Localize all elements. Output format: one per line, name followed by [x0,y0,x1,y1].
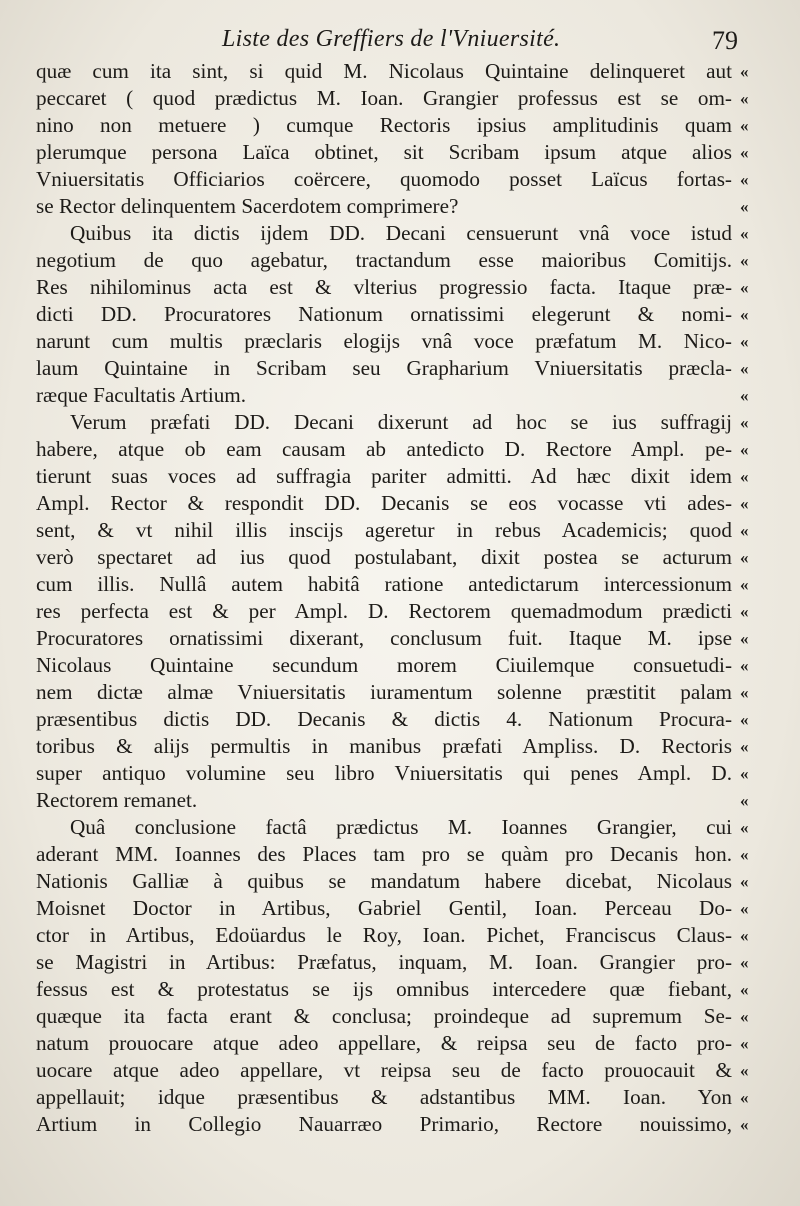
quotation-mark: « [740,251,749,270]
line-text: ræque Facultatis Artium. [36,383,247,407]
quotation-mark: « [740,764,749,783]
text-line [36,679,762,706]
quotation-mark: « [740,818,749,837]
text-line [36,193,762,220]
line-text: nino non metuere ) cumque Rectoris ipsius amplitudinis quam [36,113,732,137]
quotation-mark: « [740,521,749,540]
text-line [36,625,762,652]
quotation-mark: « [740,359,749,378]
line-text: se Rector delinquentem Sacerdotem comprimere? [36,194,459,218]
quotation-mark: « [740,1034,749,1053]
line-text: Procuratores ornatissimi dixerant, conclusum fuit. Itaque M. ipse [36,626,732,650]
text-line [36,490,762,517]
text-line [36,409,762,436]
text-line [36,274,762,301]
line-text: negotium de quo agebatur, tractandum esse maioribus Comitijs. [36,248,732,272]
line-text: præsentibus dictis DD. Decanis & dictis 4. Nationum Procura- [36,707,732,731]
line-text: Res nihilominus acta est & vlterius progressio facta. Itaque præ- [36,275,732,299]
line-text: Quibus ita dictis ijdem DD. Decani censuerunt vnâ voce istud [70,221,732,245]
text-line [36,139,762,166]
quotation-mark: « [740,1088,749,1107]
line-text: dicti DD. Procuratores Nationum ornatissimi elegerunt & nomi- [36,302,732,326]
quotation-mark: « [740,305,749,324]
text-line [36,112,762,139]
text-line [36,166,762,193]
text-line [36,598,762,625]
text-line [36,1057,762,1084]
text-line [36,868,762,895]
text-line [36,922,762,949]
text-line [36,247,762,274]
line-text: res perfecta est & per Ampl. D. Rectorem quemadmodum prædicti [36,599,732,623]
quotation-mark: « [740,710,749,729]
quotation-mark: « [740,467,749,486]
text-line [36,760,762,787]
quotation-mark: « [740,413,749,432]
line-text: narunt cum multis præclaris elogijs vnâ voce præfatum M. Nico- [36,329,732,353]
running-head [0,26,800,60]
quotation-mark: « [740,899,749,918]
quotation-mark: « [740,170,749,189]
text-line [36,1111,762,1138]
text-line [36,220,762,247]
quotation-mark: « [740,143,749,162]
line-text: laum Quintaine in Scribam seu Grapharium Vniuersitatis præcla- [36,356,732,380]
text-line [36,58,762,85]
line-text: Moisnet Doctor in Artibus, Gabriel Gentil, Ioan. Perceau Do- [36,896,732,920]
quotation-mark: « [740,548,749,567]
quotation-mark: « [740,224,749,243]
line-text: uocare atque adeo appellare, vt reipsa seu de facto prouocauit & [36,1058,732,1082]
quotation-mark: « [740,737,749,756]
line-text: toribus & alijs permultis in manibus præfati Ampliss. D. Rectoris [36,734,732,758]
line-text: quæ cum ita sint, si quid M. Nicolaus Quintaine delinqueret aut [36,59,732,83]
quotation-mark: « [740,89,749,108]
quotation-mark: « [740,845,749,864]
line-text: Nicolaus Quintaine secundum morem Ciuilemque consuetudi- [36,653,732,677]
quotation-mark: « [740,926,749,945]
quotation-mark: « [740,980,749,999]
text-line [36,463,762,490]
text-line [36,328,762,355]
quotation-mark: « [740,1061,749,1080]
line-text: nem dictæ almæ Vniuersitatis iuramentum solenne præstitit palam [36,680,732,704]
line-text: cum illis. Nullâ autem habitâ ratione antedictarum intercessionum [36,572,732,596]
line-text: Rectorem remanet. [36,788,198,812]
line-text: quæque ita facta erant & conclusa; proindeque ad supremum Se- [36,1004,732,1028]
line-text: se Magistri in Artibus: Præfatus, inquam, M. Ioan. Grangier pro- [36,950,732,974]
quotation-mark: « [740,386,749,405]
line-text: fessus est & protestatus se ijs omnibus intercedere quæ fiebant, [36,977,732,1001]
line-text: Vniuersitatis Officiarios coërcere, quomodo posset Laïcus fortas- [36,167,732,191]
text-line [36,85,762,112]
line-text: Verum præfati DD. Decani dixerunt ad hoc se ius suffragij [70,410,732,434]
quotation-mark: « [740,575,749,594]
quotation-mark: « [740,1007,749,1026]
quotation-mark: « [740,629,749,648]
quotation-mark: « [740,872,749,891]
line-text: Ampl. Rector & respondit DD. Decanis se eos vocasse vti ades- [36,491,732,515]
body-text [36,58,762,1138]
line-text: Nationis Galliæ à quibus se mandatum habere dicebat, Nicolaus [36,869,732,893]
line-text: super antiquo volumine seu libro Vniuersitatis qui penes Ampl. D. [36,761,732,785]
line-text: plerumque persona Laïca obtinet, sit Scribam ipsum atque alios [36,140,732,164]
text-line [36,814,762,841]
line-text: Quâ conclusione factâ prædictus M. Ioannes Grangier, cui [70,815,732,839]
quotation-mark: « [740,494,749,513]
quotation-mark: « [740,116,749,135]
text-line [36,571,762,598]
text-line [36,652,762,679]
quotation-mark: « [740,278,749,297]
line-text: aderant MM. Ioannes des Places tam pro se quàm pro Decanis hon. [36,842,732,866]
line-text: natum prouocare atque adeo appellare, & reipsa seu de facto pro- [36,1031,732,1055]
line-text: sent, & vt nihil illis inscijs ageretur in rebus Academicis; quod [36,518,732,542]
text-line [36,1084,762,1111]
quotation-mark: « [740,791,749,810]
quotation-mark: « [740,656,749,675]
text-line [36,436,762,463]
line-text: ctor in Artibus, Edoüardus le Roy, Ioan. Pichet, Franciscus Claus- [36,923,732,947]
quotation-mark: « [740,332,749,351]
text-line [36,1030,762,1057]
text-line [36,787,762,814]
quotation-mark: « [740,62,749,81]
text-line [36,382,762,409]
line-text: habere, atque ob eam causam ab antedicto D. Rectore Ampl. pe- [36,437,732,461]
text-line [36,1003,762,1030]
quotation-mark: « [740,440,749,459]
quotation-mark: « [740,953,749,972]
text-line [36,733,762,760]
line-text: verò spectaret ad ius quod postulabant, dixit postea se acturum [36,545,732,569]
quotation-mark: « [740,1115,749,1134]
quotation-mark: « [740,602,749,621]
text-line [36,976,762,1003]
page-number: 79 [712,26,738,55]
text-line [36,544,762,571]
text-line [36,355,762,382]
running-title: Liste des Greffiers de l'Vniuersité. [222,26,561,52]
text-line [36,949,762,976]
line-text: Artium in Collegio Nauarræo Primario, Rectore nouissimo, [36,1112,732,1136]
text-line [36,706,762,733]
text-line [36,517,762,544]
text-line [36,301,762,328]
line-text: peccaret ( quod prædictus M. Ioan. Grangier professus est se om- [36,86,732,110]
text-line [36,841,762,868]
text-line [36,895,762,922]
line-text: tierunt suas voces ad suffragia pariter admitti. Ad hæc dixit idem [36,464,732,488]
quotation-mark: « [740,683,749,702]
quotation-mark: « [740,197,749,216]
line-text: appellauit; idque præsentibus & adstantibus MM. Ioan. Yon [36,1085,732,1109]
